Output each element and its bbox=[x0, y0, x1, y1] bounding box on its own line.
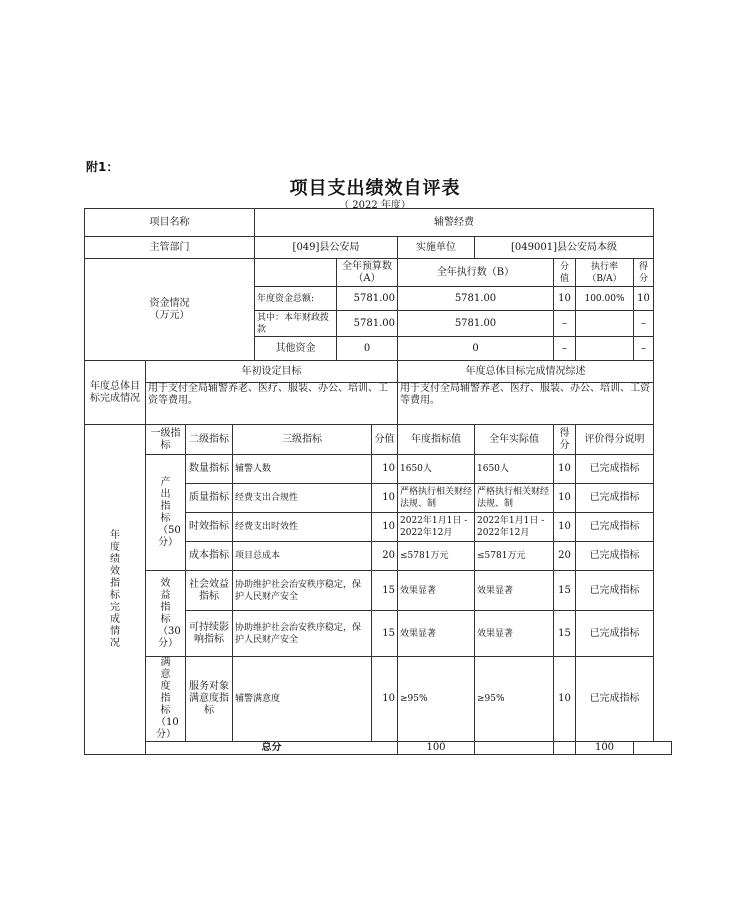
level2-cell: 可持续影响指标 bbox=[186, 611, 233, 657]
comment-cell: 已完成指标 bbox=[576, 513, 654, 542]
dept-value: [049]县公安局 bbox=[255, 237, 398, 259]
project-name-label: 项目名称 bbox=[85, 209, 255, 237]
total-label: 总分 bbox=[146, 742, 398, 755]
total-row bbox=[85, 742, 672, 755]
level3-cell: 辅警人数 bbox=[233, 455, 372, 484]
target-cell: 1650人 bbox=[398, 455, 475, 484]
score-cell: 20 bbox=[554, 542, 576, 571]
actual-cell: 2022年1月1日 - 2022年12月 bbox=[475, 513, 554, 542]
unit-label: 实施单位 bbox=[398, 237, 475, 259]
target-cell: 效果显著 bbox=[398, 611, 475, 657]
level2-cell: 成本指标 bbox=[186, 542, 233, 571]
fund-score: – bbox=[634, 337, 654, 361]
fund-name: 其他资金 bbox=[255, 337, 337, 361]
level3-cell: 经费支出时效性 bbox=[233, 513, 372, 542]
header-weight: 分值 bbox=[372, 425, 398, 455]
header-level3: 三级指标 bbox=[233, 425, 372, 455]
fund-name: 其中：本年财政拨款 bbox=[255, 311, 337, 337]
target-cell: 严格执行相关财经法规、制 bbox=[398, 484, 475, 513]
fund-exec: 0 bbox=[398, 337, 554, 361]
actual-goal-header: 年度总体目标完成情况综述 bbox=[398, 361, 654, 383]
level2-cell: 社会效益指标 bbox=[186, 571, 233, 611]
fund-budget: 5781.00 bbox=[337, 311, 398, 337]
form-title: 项目支出绩效自评表 bbox=[289, 178, 461, 199]
fund-rate bbox=[576, 311, 634, 337]
goals-text-row bbox=[85, 383, 672, 425]
actual-cell: 效果显著 bbox=[475, 611, 554, 657]
level3-cell: 项目总成本 bbox=[233, 542, 372, 571]
actual-cell: 严格执行相关财经法规、制 bbox=[475, 484, 554, 513]
indicators-section-label: 年度绩效指标完成情况 bbox=[85, 425, 146, 755]
weight-cell: 20 bbox=[372, 542, 398, 571]
score-cell: 10 bbox=[554, 513, 576, 542]
score-cell: 10 bbox=[554, 455, 576, 484]
header-level1: 一级指标 bbox=[146, 425, 186, 455]
level2-cell: 质量指标 bbox=[186, 484, 233, 513]
funds-label: 资金情况 （万元） bbox=[85, 259, 255, 361]
funds-header-row bbox=[85, 259, 672, 287]
fund-budget: 5781.00 bbox=[337, 287, 398, 311]
target-cell: ≤5781万元 bbox=[398, 542, 475, 571]
fund-name: 年度资金总额: bbox=[255, 287, 337, 311]
target-cell: 效果显著 bbox=[398, 571, 475, 611]
col-budget: 全年预算数（A） bbox=[337, 259, 398, 287]
weight-cell: 10 bbox=[372, 513, 398, 542]
comment-cell: 已完成指标 bbox=[576, 455, 654, 484]
fund-rate: 100.00% bbox=[576, 287, 634, 311]
department-row bbox=[85, 237, 672, 259]
level1-output: 产出指标（50分） bbox=[146, 455, 186, 571]
comment-cell: 已完成指标 bbox=[576, 542, 654, 571]
fund-exec: 5781.00 bbox=[398, 287, 554, 311]
level2-cell: 数量指标 bbox=[186, 455, 233, 484]
planned-goal-text: 用于支付全局辅警养老、医疗、服装、办公、培训、工资等费用。 bbox=[146, 383, 398, 425]
project-name-row bbox=[85, 209, 672, 237]
score-cell: 10 bbox=[554, 484, 576, 513]
comment-cell: 已完成指标 bbox=[576, 571, 654, 611]
level1-benefit: 效益指标（30分） bbox=[146, 571, 186, 657]
actual-cell: 效果显著 bbox=[475, 571, 554, 611]
fund-weight: 10 bbox=[554, 287, 576, 311]
col-score: 得分 bbox=[634, 259, 654, 287]
weight-cell: 15 bbox=[372, 571, 398, 611]
col-rate: 执行率（B/A） bbox=[576, 259, 634, 287]
form-year: （ 2022 年度） bbox=[339, 200, 411, 211]
appendix-label: 附1： bbox=[86, 160, 119, 174]
fund-score: – bbox=[634, 311, 654, 337]
level3-cell: 经费支出合规性 bbox=[233, 484, 372, 513]
weight-cell: 15 bbox=[372, 611, 398, 657]
total-score: 100 bbox=[576, 742, 634, 755]
weight-cell: 10 bbox=[372, 657, 398, 742]
fund-weight: – bbox=[554, 337, 576, 361]
project-name-value: 辅警经费 bbox=[255, 209, 654, 237]
header-score: 得分 bbox=[554, 425, 576, 455]
planned-goal-header: 年初设定目标 bbox=[146, 361, 398, 383]
fund-weight: – bbox=[554, 311, 576, 337]
level3-cell: 协助维护社会治安秩序稳定，保护人民财产安全 bbox=[233, 611, 372, 657]
target-cell: ≥95% bbox=[398, 657, 475, 742]
comment-cell: 已完成指标 bbox=[576, 484, 654, 513]
col-weight: 分值 bbox=[554, 259, 576, 287]
goals-label: 年度总体目标完成情况 bbox=[85, 361, 146, 425]
dept-label: 主管部门 bbox=[85, 237, 255, 259]
header-actual: 全年实际值 bbox=[475, 425, 554, 455]
weight-cell: 10 bbox=[372, 455, 398, 484]
level1-satisfaction: 满意度指标（10分） bbox=[146, 657, 186, 742]
header-comment: 评价得分说明 bbox=[576, 425, 654, 455]
score-cell: 15 bbox=[554, 571, 576, 611]
fund-score: 10 bbox=[634, 287, 654, 311]
indicator-row bbox=[85, 657, 672, 742]
indicator-header-row bbox=[85, 425, 672, 455]
header-target: 年度指标值 bbox=[398, 425, 475, 455]
comment-cell: 已完成指标 bbox=[576, 611, 654, 657]
score-cell: 10 bbox=[554, 657, 576, 742]
col-exec: 全年执行数（B） bbox=[398, 259, 554, 287]
goals-header-row bbox=[85, 361, 672, 383]
unit-value: [049001]县公安局本级 bbox=[475, 237, 654, 259]
level2-cell: 时效指标 bbox=[186, 513, 233, 542]
target-cell: 2022年1月1日 - 2022年12月 bbox=[398, 513, 475, 542]
score-cell: 15 bbox=[554, 611, 576, 657]
indicator-row bbox=[85, 571, 672, 611]
fund-exec: 5781.00 bbox=[398, 311, 554, 337]
indicator-row bbox=[85, 455, 672, 484]
actual-cell: 1650人 bbox=[475, 455, 554, 484]
actual-cell: ≥95% bbox=[475, 657, 554, 742]
evaluation-table bbox=[84, 208, 672, 755]
level2-cell: 服务对象满意度指标 bbox=[186, 657, 233, 742]
level3-cell: 协助维护社会治安秩序稳定，保护人民财产安全 bbox=[233, 571, 372, 611]
fund-rate bbox=[576, 337, 634, 361]
actual-cell: ≤5781万元 bbox=[475, 542, 554, 571]
actual-goal-text: 用于支付全局辅警养老、医疗、服装、办公、培训、工资等费用。 bbox=[398, 383, 654, 425]
comment-cell: 已完成指标 bbox=[576, 657, 654, 742]
total-weight: 100 bbox=[398, 742, 475, 755]
header-level2: 二级指标 bbox=[186, 425, 233, 455]
fund-budget: 0 bbox=[337, 337, 398, 361]
level3-cell: 辅警满意度 bbox=[233, 657, 372, 742]
weight-cell: 10 bbox=[372, 484, 398, 513]
